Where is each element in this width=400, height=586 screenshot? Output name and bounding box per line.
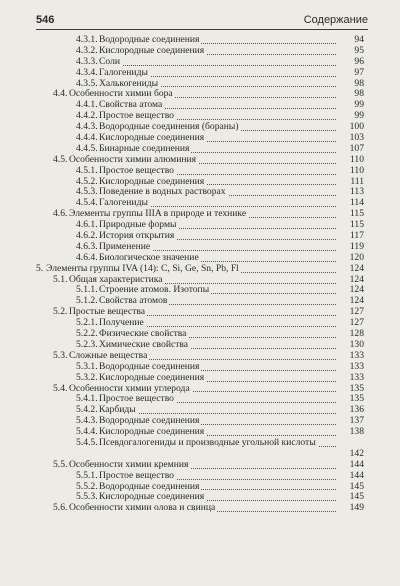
toc-entry-page: 149 [349, 502, 364, 514]
toc-entry-number: 4.4.4. [76, 132, 98, 144]
toc-entry-title-wrap [99, 220, 336, 231]
toc-entry-title-wrap [99, 427, 336, 438]
toc-entry-title: Общая характеристика [69, 274, 163, 285]
toc-entry [0, 46, 400, 57]
toc-entry [0, 111, 400, 122]
toc-entry-page: 135 [349, 382, 364, 394]
toc-entry-number: 5.1.1. [76, 284, 98, 296]
toc-entry [0, 122, 400, 133]
toc-entry-page: 130 [349, 338, 364, 350]
toc-entry-title: Простое вещество [99, 111, 174, 122]
toc-entry-page: 110 [349, 164, 364, 176]
toc-entry [0, 307, 400, 318]
toc-entry-title-wrap [69, 209, 336, 220]
toc-entry-title: Особенности химии олова и свинца [69, 503, 216, 514]
toc-entry-number: 5. [36, 262, 44, 274]
page-number: 546 [36, 14, 55, 26]
toc-entry-page: 119 [349, 240, 364, 252]
toc-entry [0, 427, 400, 438]
toc-entry-number: 5.2.2. [76, 328, 98, 340]
toc-entry-page: 103 [349, 132, 364, 144]
toc-entry-title-wrap [99, 144, 336, 155]
toc-entry [0, 471, 400, 482]
toc-entry-number: 4.5.1. [76, 164, 98, 176]
toc-entry-page: 142 [349, 447, 364, 459]
toc-entry-title-wrap [99, 187, 336, 198]
toc-entry-title-wrap [99, 57, 336, 68]
toc-entry-number: 4.3.5. [76, 77, 98, 89]
toc-entry [0, 100, 400, 111]
toc-entry-page: 96 [354, 55, 364, 67]
toc-entry-title-wrap [69, 89, 336, 100]
toc-entry-page: 99 [354, 110, 364, 122]
toc-entry [0, 242, 400, 253]
toc-entry-title-wrap [99, 198, 336, 209]
toc-entry-title-wrap [99, 416, 336, 427]
toc-entry-title-wrap [99, 242, 336, 253]
toc-entry-title: Особенности химии бора [69, 89, 173, 100]
toc-entry-number: 5.2.1. [76, 317, 98, 329]
toc-entry [0, 253, 400, 264]
toc-entry [0, 373, 400, 384]
toc-entry-title: Получение [99, 318, 144, 329]
toc-entry-number: 4.4. [53, 88, 68, 100]
toc-entry-page: 114 [349, 197, 364, 209]
toc-entry-page: 137 [349, 415, 364, 427]
toc-entry-title: Физические свойства [99, 329, 187, 340]
toc-entry-page: 95 [354, 44, 364, 56]
toc-entry-number: 5.4.1. [76, 393, 98, 405]
toc-entry-number: 4.3.3. [76, 55, 98, 67]
toc-entry [0, 209, 400, 220]
toc-entry-title: Строение атомов. Изотопы [99, 285, 210, 296]
toc-entry [0, 384, 400, 395]
dot-leader [99, 65, 336, 66]
toc-entry-title: Карбиды [99, 405, 136, 416]
toc-entry-title-wrap [99, 133, 336, 144]
toc-entry-title: Водородные соединения [99, 481, 200, 492]
toc-entry [0, 460, 400, 471]
toc-entry-page: 107 [349, 142, 364, 154]
toc-entry-number: 4.6.2. [76, 230, 98, 242]
toc-entry-number: 4.5.4. [76, 197, 98, 209]
toc-entry [0, 177, 400, 188]
toc-entry-page: 135 [349, 393, 364, 405]
toc-entry-title: Поведение в водных растворах [99, 187, 226, 198]
toc-entry-title: История открытия [99, 231, 175, 242]
toc-entry [0, 133, 400, 144]
toc-entry-title-wrap [99, 318, 336, 329]
toc-entry-title: Химические свойства [99, 339, 189, 350]
toc-entry-page: 145 [349, 491, 364, 503]
toc-entry-title-wrap [69, 351, 336, 362]
toc-entry-title-wrap [99, 79, 336, 90]
toc-entry-page: 117 [349, 230, 364, 242]
toc-entry-title: Галогениды [99, 67, 148, 78]
toc-entry-number: 5.4.2. [76, 404, 98, 416]
toc-entry-number: 4.4.2. [76, 110, 98, 122]
toc-entry [0, 351, 400, 362]
toc-entry-number: 4.5. [53, 153, 68, 165]
toc-entry-title-wrap [99, 177, 336, 188]
toc-entry-title: Природные формы [99, 220, 177, 231]
toc-entry-title-wrap [99, 394, 336, 405]
toc-entry-number: 4.3.2. [76, 44, 98, 56]
toc-entry-title-wrap [69, 384, 336, 395]
toc-entry-title-wrap [99, 405, 336, 416]
toc-entry-number: 4.3.4. [76, 66, 98, 78]
toc-entry-title-wrap [99, 362, 336, 373]
toc-entry-title-wrap [99, 111, 336, 122]
toc-entry-number: 5.4.4. [76, 426, 98, 438]
toc-entry [0, 438, 400, 460]
toc-entry [0, 89, 400, 100]
toc-entry-title: Кислородные соединения [99, 492, 205, 503]
toc-entry [0, 57, 400, 68]
toc-entry-title: Элементы группы IIIA в природе и технике [69, 209, 247, 220]
toc-entry [0, 285, 400, 296]
toc-entry-page: 124 [349, 262, 364, 274]
toc-entry-title-wrap [99, 285, 336, 296]
toc-entry-page: 120 [349, 251, 364, 263]
toc-entry-page: 97 [354, 66, 364, 78]
toc-entry-title-wrap [99, 373, 336, 384]
toc-entry [0, 187, 400, 198]
toc-entry-number: 5.1.2. [76, 295, 98, 307]
toc-entry-page: 145 [349, 480, 364, 492]
toc-entry-number: 5.3. [53, 349, 68, 361]
toc-entry-page: 99 [354, 99, 364, 111]
toc-entry [0, 231, 400, 242]
toc-entry-number: 4.3.1. [76, 34, 98, 45]
toc-entry [0, 68, 400, 79]
toc-entry-title-wrap [99, 492, 336, 503]
toc-entry-title: Халькогениды [99, 78, 159, 89]
toc-entry-number: 5.3.2. [76, 371, 98, 383]
toc-entry-page: 124 [349, 295, 364, 307]
toc-entry-number: 5.5.3. [76, 491, 98, 503]
toc-entry-title: Особенности химии алюминия [69, 154, 197, 165]
toc-entry-title: Водородные соединения [99, 416, 200, 427]
toc-entry-page: 115 [349, 208, 364, 220]
toc-entry-title: Простое вещество [99, 470, 174, 481]
toc-entry-title: Кислородные соединения [99, 133, 205, 144]
toc-entry-number: 5.2.3. [76, 338, 98, 350]
toc-entry-title-wrap [99, 471, 336, 482]
toc-entry-title-wrap [99, 35, 336, 46]
toc-entry-title: Соли [99, 56, 120, 67]
toc-entry-title-wrap [99, 482, 336, 493]
toc-entry-number: 5.1. [53, 273, 68, 285]
toc-entry-number: 4.6. [53, 208, 68, 220]
toc-entry-page: 110 [349, 153, 364, 165]
toc-entry-title-wrap [99, 122, 336, 133]
toc-entry-number: 4.4.3. [76, 121, 98, 133]
toc-entry-title-wrap [46, 264, 336, 275]
toc-entry-number: 5.4. [53, 382, 68, 394]
toc-entry-title: Водородные соединения [99, 35, 200, 45]
toc-entry-page: 113 [349, 186, 364, 198]
toc-entry [0, 416, 400, 427]
toc-entry-page: 98 [354, 88, 364, 100]
toc-entry-number: 4.6.3. [76, 240, 98, 252]
toc-entry-title-wrap [69, 275, 336, 286]
toc-entry [0, 264, 400, 275]
header-rule [36, 29, 368, 30]
toc-entry-number: 5.5.1. [76, 469, 98, 481]
toc-entry-title: Бинарные соединения [99, 143, 190, 154]
toc-entry [0, 35, 400, 46]
toc-entry-page: 133 [349, 360, 364, 372]
toc-entry-title-wrap [69, 155, 336, 166]
toc-entry-title-wrap [99, 100, 336, 111]
toc-entry-title-wrap [99, 253, 336, 264]
toc-entry-page: 128 [349, 328, 364, 340]
toc-entry-number: 4.4.1. [76, 99, 98, 111]
toc-entry-page: 111 [350, 175, 364, 187]
toc-entry [0, 329, 400, 340]
toc-entry-title: Простое вещество [99, 394, 174, 405]
toc-entry-title-wrap [99, 329, 336, 340]
table-of-contents [0, 35, 400, 514]
toc-entry-title: Кислородные соединения [99, 427, 205, 438]
toc-entry-title: Свойства атомов [99, 296, 168, 307]
toc-entry-page: 127 [349, 306, 364, 318]
toc-entry-title: Простое вещество [99, 165, 174, 176]
toc-entry-title: Элементы группы IVA (14): C, Si, Ge, Sn, Pb, Fl [46, 263, 239, 274]
toc-entry-number: 5.2. [53, 306, 68, 318]
toc-entry [0, 482, 400, 493]
toc-entry-page: 115 [349, 219, 364, 231]
toc-entry-page: 98 [354, 77, 364, 89]
toc-entry [0, 275, 400, 286]
toc-entry [0, 155, 400, 166]
toc-entry-title-wrap [99, 68, 336, 79]
toc-entry-title: Галогениды [99, 198, 148, 209]
running-title: Содержание [303, 14, 368, 26]
toc-entry-title-wrap [99, 46, 336, 57]
toc-entry-title-wrap [99, 340, 336, 351]
toc-entry-title-wrap [99, 166, 336, 177]
toc-entry-number: 4.5.3. [76, 186, 98, 198]
toc-entry-page: 136 [349, 404, 364, 416]
toc-entry-title: Кислородные соединения [99, 176, 205, 187]
toc-entry-number: 4.5.2. [76, 175, 98, 187]
toc-entry-number: 4.6.1. [76, 219, 98, 231]
toc-entry-title: Простые вещества [69, 307, 146, 318]
toc-entry-title: Водородные соединения [99, 361, 200, 372]
toc-entry-number: 5.5.2. [76, 480, 98, 492]
toc-entry-number: 5.3.1. [76, 360, 98, 372]
toc-entry [0, 166, 400, 177]
toc-entry-page: 144 [349, 458, 364, 470]
toc-entry-number: 4.4.5. [76, 142, 98, 154]
toc-entry-page: 124 [349, 284, 364, 296]
toc-entry-title: Особенности химии углерода [69, 383, 190, 394]
toc-entry [0, 394, 400, 405]
toc-entry-number: 5.6. [53, 502, 68, 514]
toc-entry [0, 362, 400, 373]
toc-entry-page: 94 [354, 34, 364, 45]
toc-entry-title: Свойства атома [99, 100, 163, 111]
toc-entry-number: 5.4.5. [76, 436, 98, 448]
toc-entry-title: Особенности химии кремния [69, 459, 189, 470]
toc-entry-page: 133 [349, 349, 364, 361]
toc-entry-page: 124 [349, 273, 364, 285]
toc-entry-title: Кислородные соединения [99, 45, 205, 56]
toc-entry-page: 100 [349, 121, 364, 133]
toc-entry-page: 133 [349, 371, 364, 383]
toc-entry-title-wrap [69, 503, 336, 514]
toc-entry-title: Биологическое значение [99, 252, 199, 263]
toc-entry-title: Применение [99, 241, 151, 252]
toc-entry-title-wrap [99, 296, 336, 307]
toc-entry [0, 220, 400, 231]
toc-entry-page: 138 [349, 426, 364, 438]
toc-entry-page: 127 [349, 317, 364, 329]
toc-entry-title-wrap [69, 460, 336, 471]
toc-entry-title-wrap [99, 231, 336, 242]
toc-entry-number: 5.5. [53, 458, 68, 470]
toc-entry [0, 503, 400, 514]
toc-entry-title: Сложные вещества [69, 350, 148, 361]
toc-entry-title: Псевдогалогениды и производные угольной кислоты [99, 437, 316, 448]
toc-entry-title: Кислородные соединения [99, 372, 205, 383]
toc-entry-title-wrap [99, 438, 336, 449]
toc-entry-number: 5.4.3. [76, 415, 98, 427]
toc-entry-page: 144 [349, 469, 364, 481]
toc-entry-title: Водородные соединения (бораны) [99, 122, 239, 133]
toc-entry-title-wrap [69, 307, 336, 318]
toc-entry [0, 318, 400, 329]
toc-entry-number: 4.6.4. [76, 251, 98, 263]
toc-entry [0, 405, 400, 416]
